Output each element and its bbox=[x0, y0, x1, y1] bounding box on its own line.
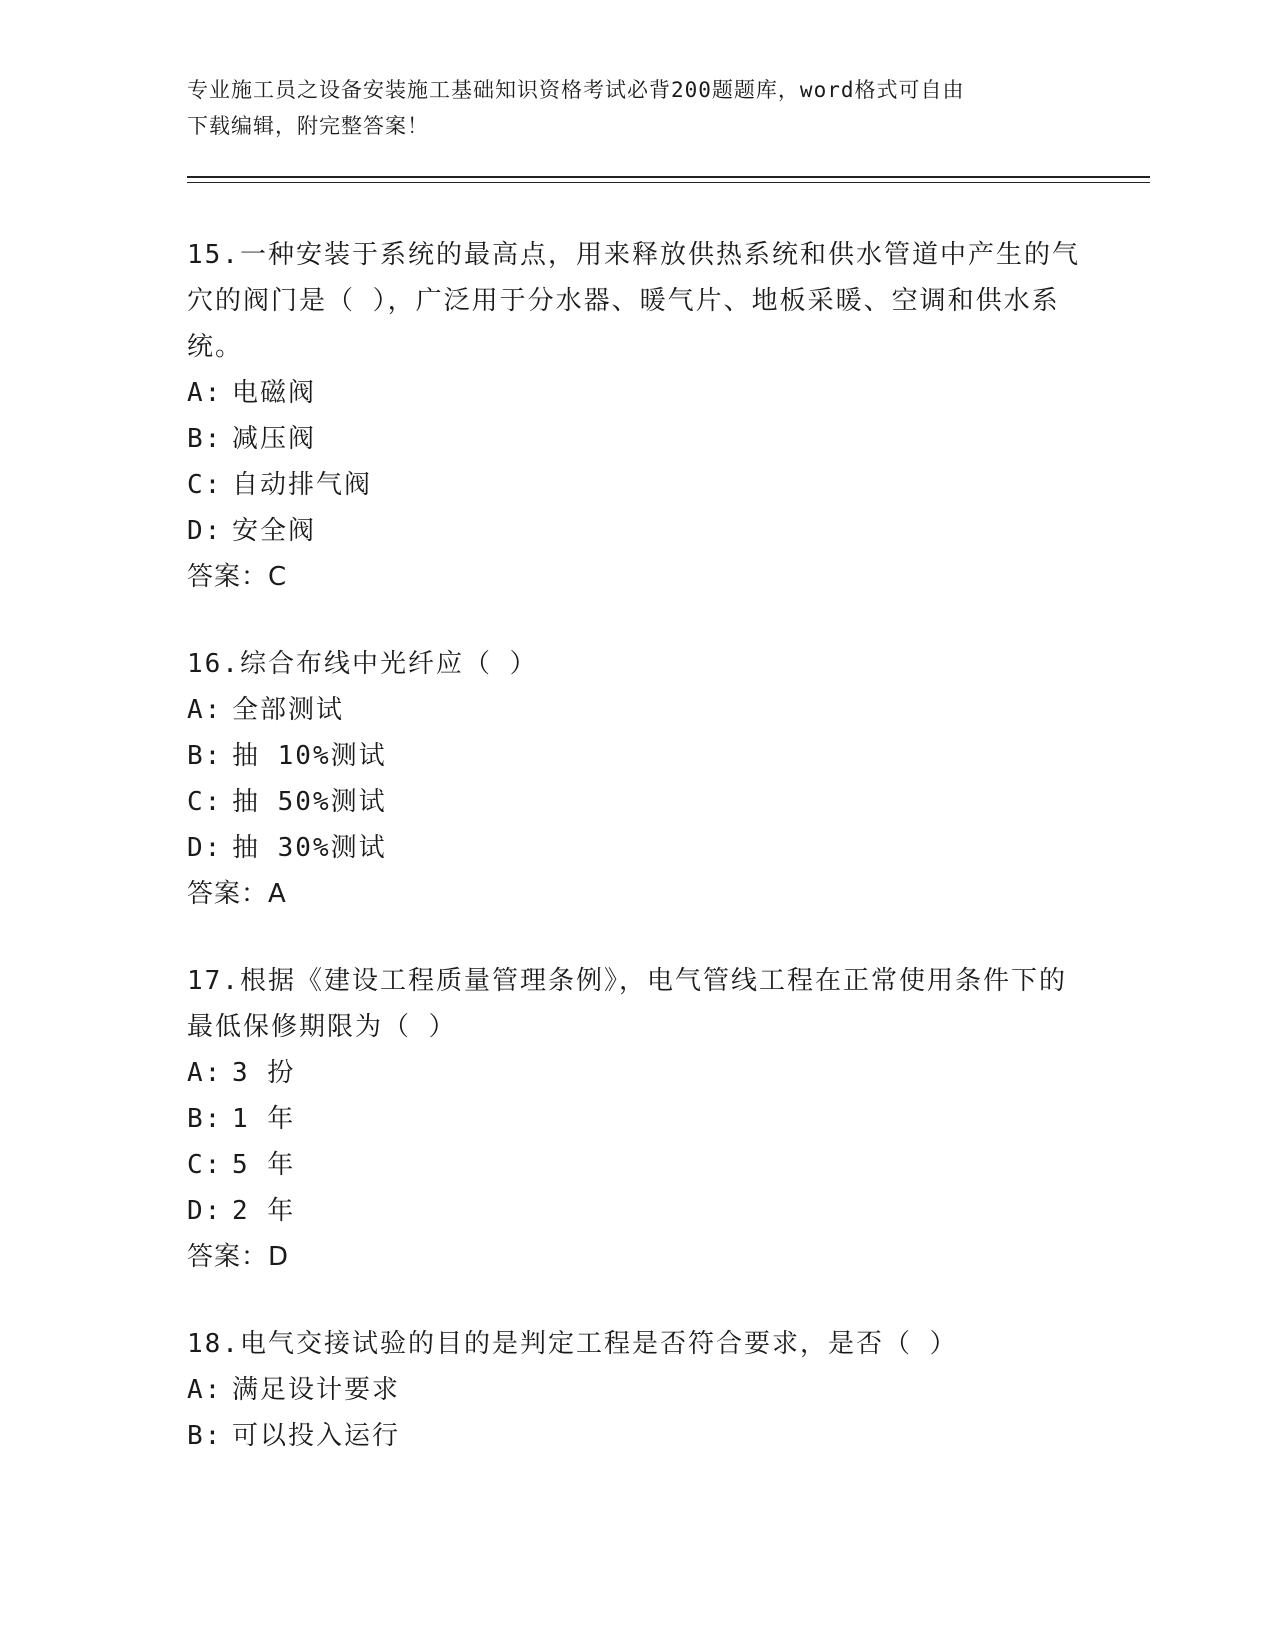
option-text: 5 年 bbox=[232, 1150, 296, 1180]
answer-label: 答案：A bbox=[187, 879, 287, 909]
question-text: 15.一种安装于系统的最高点，用来释放供热系统和供水管道中产生的气穴的阀门是（ ），广泛用于分水器、暖气片、地板采暖、空调和供水系统。 bbox=[187, 240, 1080, 362]
header-divider-thick bbox=[187, 176, 1150, 178]
answer-label: 答案：D bbox=[187, 1242, 290, 1272]
header-divider-thin bbox=[187, 182, 1150, 183]
option-text: 抽 30%测试 bbox=[232, 833, 387, 863]
option-b bbox=[187, 416, 1087, 462]
option-text: 3 扮 bbox=[232, 1058, 296, 1088]
option-letter: D: bbox=[187, 516, 223, 546]
option-c bbox=[187, 462, 1087, 508]
option-letter: B: bbox=[187, 1421, 223, 1451]
option-letter: A: bbox=[187, 695, 223, 725]
option-letter: B: bbox=[187, 741, 223, 771]
option-text: 可以投入运行 bbox=[232, 1421, 401, 1451]
option-text: 抽 10%测试 bbox=[232, 741, 387, 771]
question-list bbox=[187, 232, 1087, 1500]
option-letter: B: bbox=[187, 424, 223, 454]
option-b bbox=[187, 1096, 1087, 1142]
option-a bbox=[187, 687, 1087, 733]
question-text: 17.根据《建设工程质量管理条例》，电气管线工程在正常使用条件下的最低保修期限为（ ） bbox=[187, 966, 1067, 1042]
question-16 bbox=[187, 641, 1087, 917]
option-text: 全部测试 bbox=[232, 695, 345, 725]
option-letter: C: bbox=[187, 1150, 223, 1180]
question-text: 16.综合布线中光纤应（ ） bbox=[187, 649, 538, 679]
option-d bbox=[187, 508, 1087, 554]
question-17 bbox=[187, 958, 1087, 1280]
option-b bbox=[187, 1413, 1087, 1459]
document-header bbox=[187, 72, 1087, 144]
question-18 bbox=[187, 1321, 1087, 1459]
option-b bbox=[187, 733, 1087, 779]
option-letter: B: bbox=[187, 1104, 223, 1134]
option-letter: D: bbox=[187, 1196, 223, 1226]
option-letter: A: bbox=[187, 1058, 223, 1088]
answer-label: 答案：C bbox=[187, 562, 288, 592]
option-text: 抽 50%测试 bbox=[232, 787, 387, 817]
option-c bbox=[187, 1142, 1087, 1188]
option-text: 1 年 bbox=[232, 1104, 296, 1134]
header-line-2: 下载编辑，附完整答案！ bbox=[187, 114, 429, 138]
option-letter: C: bbox=[187, 787, 223, 817]
option-letter: C: bbox=[187, 470, 223, 500]
option-d bbox=[187, 1188, 1087, 1234]
option-c bbox=[187, 779, 1087, 825]
option-d bbox=[187, 825, 1087, 871]
option-text: 电磁阀 bbox=[232, 378, 317, 408]
option-a bbox=[187, 1367, 1087, 1413]
header-line-1: 专业施工员之设备安装施工基础知识资格考试必背200题题库，word格式可自由 bbox=[187, 78, 965, 102]
option-text: 减压阀 bbox=[232, 424, 317, 454]
question-text: 18.电气交接试验的目的是判定工程是否符合要求，是否（ ） bbox=[187, 1329, 958, 1359]
option-text: 满足设计要求 bbox=[232, 1375, 401, 1405]
option-a bbox=[187, 370, 1087, 416]
option-text: 安全阀 bbox=[232, 516, 317, 546]
option-text: 自动排气阀 bbox=[232, 470, 373, 500]
option-a bbox=[187, 1050, 1087, 1096]
option-letter: D: bbox=[187, 833, 223, 863]
option-letter: A: bbox=[187, 378, 223, 408]
option-letter: A: bbox=[187, 1375, 223, 1405]
question-15 bbox=[187, 232, 1087, 600]
option-text: 2 年 bbox=[232, 1196, 296, 1226]
